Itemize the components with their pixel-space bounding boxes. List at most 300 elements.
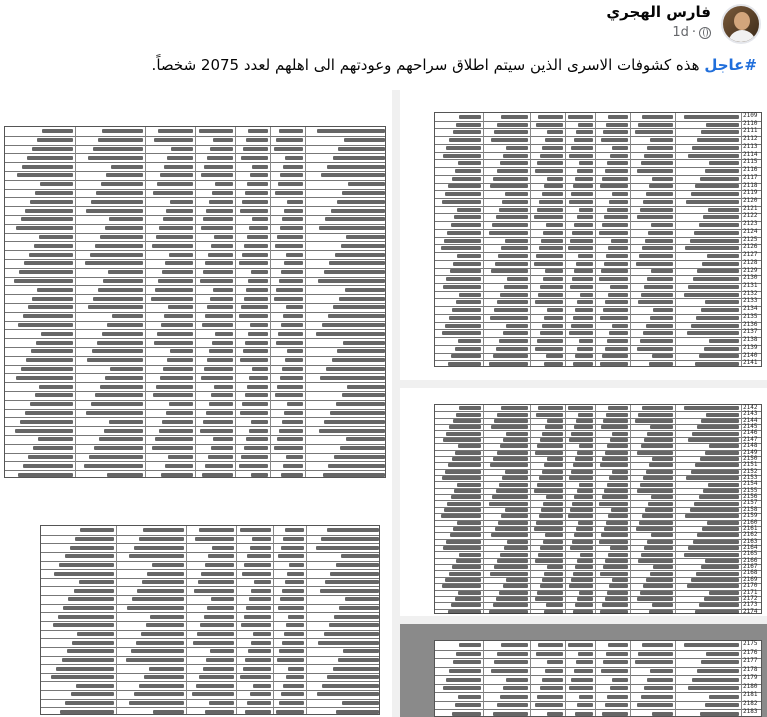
table-cell-text: [105, 226, 144, 230]
table-cell-text: [489, 502, 528, 506]
table-cell-text: [607, 444, 628, 448]
table-cell-text: [709, 161, 739, 165]
table-cell-text: [247, 235, 268, 239]
row-number: 2145: [743, 423, 758, 431]
row-number: 2183: [743, 708, 758, 716]
table-cell-text: [612, 470, 628, 474]
table-cell-text: [690, 508, 740, 512]
table-cell-text: [328, 464, 385, 468]
table-cell-text: [571, 192, 593, 196]
table-cell-text: [707, 254, 739, 258]
table-cell-text: [568, 514, 593, 518]
table-cell-text: [205, 563, 235, 567]
table-cell-text: [198, 580, 235, 584]
table-cell-text: [322, 323, 385, 327]
table-cell-text: [168, 305, 194, 309]
table-cell-text: [695, 610, 739, 614]
table-cell-text: [458, 444, 481, 448]
table-cell-text: [455, 703, 481, 707]
table-cell-text: [158, 279, 193, 283]
table-cell-text: [638, 300, 673, 304]
table-cell-text: [249, 376, 268, 380]
table-cell-text: [701, 660, 739, 664]
table-cell-text: [641, 444, 673, 448]
table-cell-text: [278, 554, 304, 558]
table-cell-text: [577, 489, 594, 493]
author-name[interactable]: فارس الهجري: [606, 3, 711, 21]
row-number: 2141: [743, 359, 758, 367]
table-cell-text: [19, 270, 73, 274]
table-col-line: [675, 113, 676, 366]
table-cell-text: [446, 540, 481, 544]
table-cell-text: [695, 184, 739, 188]
table-cell-text: [86, 209, 143, 213]
row-number: 2140: [743, 351, 758, 359]
table-cell-text: [503, 438, 528, 442]
table-cell-text: [134, 692, 184, 696]
table-cell-text: [333, 667, 380, 671]
table-cell-text: [568, 406, 593, 410]
table-cell-text: [602, 603, 628, 607]
table-cell-text: [276, 288, 303, 292]
table-cell-text: [574, 425, 594, 429]
table-col-line: [741, 641, 742, 716]
table-cell-text: [166, 411, 194, 415]
table-cell-text: [202, 473, 233, 477]
table-row-line: [41, 681, 379, 682]
row-number: 2119: [743, 189, 758, 197]
table-cell-text: [638, 123, 673, 127]
table-cell-text: [653, 565, 673, 569]
table-cell-text: [209, 200, 233, 204]
table-cell-text: [506, 678, 528, 682]
table-cell-text: [98, 288, 143, 292]
table-cell-text: [697, 669, 739, 673]
table-cell-text: [600, 463, 628, 467]
row-number: 2139: [743, 343, 758, 351]
table-row-line: [41, 647, 379, 648]
table-cell-text: [535, 597, 563, 601]
table-cell-text: [332, 358, 385, 362]
table-cell-text: [577, 559, 593, 563]
table-cell-text: [577, 300, 593, 304]
table-row-line: [41, 612, 379, 613]
table-cell-text: [447, 231, 481, 235]
row-number: 2164: [743, 544, 758, 551]
row-number: 2153: [743, 474, 758, 481]
table-cell-text: [244, 615, 271, 619]
table-cell-text: [245, 658, 271, 662]
table-cell-text: [203, 217, 233, 221]
table-cell-text: [445, 192, 481, 196]
table-col-line: [273, 526, 274, 714]
table-cell-text: [642, 406, 674, 410]
table-cell-text: [547, 712, 563, 716]
table-cell-text: [456, 559, 481, 563]
table-cell-text: [499, 339, 528, 343]
table-cell-text: [492, 223, 528, 227]
table-cell-text: [239, 314, 268, 318]
photo-right-top-list[interactable]: [400, 90, 767, 380]
table-cell-text: [243, 147, 268, 151]
table-col-line: [145, 127, 146, 477]
table-cell-text: [276, 710, 304, 714]
table-sheet: [434, 404, 762, 614]
table-cell-text: [450, 269, 481, 273]
row-number: 2142: [743, 404, 758, 411]
table-cell-text: [536, 413, 563, 417]
table-cell-text: [600, 610, 628, 614]
table-cell-text: [31, 349, 73, 353]
table-cell-text: [452, 308, 481, 312]
table-cell-text: [602, 495, 628, 499]
table-cell-text: [342, 191, 385, 195]
table-cell-text: [697, 533, 739, 537]
table-cell-text: [492, 495, 528, 499]
table-cell-text: [448, 610, 481, 614]
table-cell-text: [451, 354, 481, 358]
table-cell-text: [612, 324, 628, 328]
table-cell-text: [205, 314, 233, 318]
table-cell-text: [156, 385, 193, 389]
table-cell-text: [276, 341, 303, 345]
table-cell-text: [285, 156, 303, 160]
table-cell-text: [706, 652, 739, 656]
table-cell-text: [651, 269, 674, 273]
table-cell-text: [650, 425, 673, 429]
table-cell-text: [287, 402, 303, 406]
table-cell-text: [569, 686, 593, 690]
table-cell-text: [155, 288, 194, 292]
table-cell-text: [80, 528, 114, 532]
table-cell-text: [535, 451, 563, 455]
table-cell-text: [96, 191, 143, 195]
author-avatar[interactable]: [721, 4, 761, 44]
table-cell-text: [538, 406, 563, 410]
table-cell-text: [153, 393, 194, 397]
table-cell-text: [97, 341, 143, 345]
table-cell-text: [502, 476, 528, 480]
table-cell-text: [576, 262, 593, 266]
table-cell-text: [635, 660, 673, 664]
table-cell-text: [501, 643, 528, 647]
table-cell-text: [542, 432, 563, 436]
table-cell-text: [611, 239, 628, 243]
table-cell-text: [328, 314, 385, 318]
photo-right-middle-list[interactable]: [400, 388, 767, 616]
table-cell-text: [573, 316, 593, 320]
table-cell-text: [544, 610, 563, 614]
table-cell-text: [242, 253, 268, 257]
table-cell-text: [490, 316, 528, 320]
hashtag-link[interactable]: #عاجل: [704, 56, 757, 74]
table-cell-text: [700, 177, 739, 181]
table-cell-text: [345, 288, 385, 292]
table-cell-text: [170, 349, 193, 353]
table-cell-text: [274, 297, 303, 301]
table-cell-text: [500, 553, 528, 557]
table-row-line: [41, 621, 379, 622]
row-number: 2130: [743, 274, 758, 282]
table-cell-text: [53, 623, 115, 627]
table-cell-text: [167, 156, 193, 160]
table-cell-text: [241, 455, 268, 459]
table-row-line: [41, 604, 379, 605]
table-cell-text: [540, 438, 563, 442]
table-cell-text: [25, 209, 73, 213]
table-cell-text: [143, 528, 184, 532]
table-cell-text: [545, 669, 563, 673]
table-cell-text: [537, 339, 563, 343]
table-cell-text: [579, 483, 593, 487]
table-cell-text: [20, 420, 73, 424]
table-cell-text: [253, 632, 271, 636]
table-cell-text: [699, 223, 739, 227]
table-cell-text: [337, 349, 385, 353]
table-cell-text: [497, 559, 528, 563]
table-cell-text: [603, 565, 628, 569]
row-number: 2180: [743, 682, 758, 690]
table-cell-text: [40, 182, 73, 186]
table-cell-text: [601, 269, 628, 273]
table-cell-text: [575, 565, 593, 569]
table-cell-text: [338, 658, 379, 662]
table-cell-text: [502, 200, 528, 204]
table-cell-text: [207, 358, 233, 362]
table-cell-text: [493, 354, 528, 358]
table-col-line: [675, 405, 676, 613]
table-cell-text: [60, 710, 114, 714]
table-cell-text: [536, 254, 563, 258]
table-cell-text: [457, 254, 481, 258]
table-cell-text: [342, 701, 380, 705]
table-cell-text: [571, 324, 593, 328]
table-cell-text: [540, 154, 563, 158]
table-cell-text: [542, 146, 563, 150]
table-cell-text: [321, 173, 385, 177]
table-cell-text: [652, 712, 673, 716]
table-cell-text: [136, 641, 184, 645]
table-cell-text: [569, 476, 593, 480]
table-cell-text: [601, 425, 628, 429]
table-cell-text: [141, 632, 184, 636]
table-cell-text: [320, 376, 385, 380]
table-cell-text: [608, 246, 628, 250]
table-cell-text: [215, 182, 233, 186]
table-cell-text: [91, 200, 143, 204]
table-cell-text: [286, 455, 303, 459]
table-cell-text: [42, 129, 74, 133]
table-cell-text: [453, 419, 481, 423]
table-cell-text: [276, 138, 303, 142]
row-number: 2137: [743, 328, 758, 336]
table-cell-text: [26, 358, 73, 362]
table-cell-text: [637, 169, 673, 173]
table-cell-text: [644, 438, 673, 442]
table-cell-text: [67, 649, 114, 653]
table-cell-text: [458, 161, 481, 165]
table-cell-text: [493, 177, 528, 181]
table-cell-text: [459, 293, 481, 297]
row-number: 2121: [743, 204, 758, 212]
table-col-line: [530, 405, 531, 613]
table-cell-text: [137, 589, 184, 593]
table-cell-text: [637, 451, 673, 455]
table-cell-text: [649, 610, 673, 614]
table-cell-text: [251, 641, 271, 645]
table-cell-text: [448, 184, 481, 188]
row-number: 2127: [743, 251, 758, 259]
table-cell-text: [602, 223, 628, 227]
table-cell-text: [642, 514, 673, 518]
table-cell-text: [161, 473, 193, 477]
table-cell-text: [503, 686, 528, 690]
table-cell-text: [579, 695, 593, 699]
table-cell-text: [536, 123, 563, 127]
table-cell-text: [691, 192, 739, 196]
table-cell-text: [490, 572, 528, 576]
table-cell-text: [343, 341, 385, 345]
table-cell-text: [343, 649, 379, 653]
table-cell-text: [457, 483, 481, 487]
table-cell-text: [21, 367, 73, 371]
post-time[interactable]: 1d: [672, 25, 689, 40]
table-cell-text: [279, 701, 304, 705]
table-cell-text: [16, 226, 73, 230]
table-cell-text: [647, 540, 673, 544]
table-cell-text: [88, 156, 143, 160]
table-cell-text: [576, 660, 593, 664]
table-cell-text: [251, 589, 271, 593]
row-number: 2170: [743, 582, 758, 590]
table-cell-text: [540, 584, 563, 588]
row-number: 2157: [743, 499, 758, 507]
table-cell-text: [652, 177, 673, 181]
table-cell-text: [604, 527, 629, 531]
table-cell-text: [505, 470, 528, 474]
table-cell-text: [212, 546, 235, 550]
table-cell-text: [153, 191, 193, 195]
table-cell-text: [570, 546, 593, 550]
photo-right-bottom-list[interactable]: [400, 624, 767, 717]
table-cell-text: [576, 130, 593, 134]
table-cell-text: [453, 660, 481, 664]
table-cell-text: [93, 297, 143, 301]
table-col-line: [305, 127, 306, 477]
table-cell-text: [688, 438, 739, 442]
row-number: 2128: [743, 258, 758, 266]
table-cell-text: [537, 695, 563, 699]
table-cell-text: [685, 514, 739, 518]
table-cell-text: [442, 584, 481, 588]
table-cell-text: [289, 563, 304, 567]
table-cell-text: [203, 420, 233, 424]
table-cell-text: [606, 123, 628, 127]
table-cell-text: [280, 226, 303, 230]
table-cell-text: [605, 703, 628, 707]
row-number: 2143: [743, 410, 758, 418]
table-cell-text: [604, 215, 628, 219]
table-cell-text: [452, 712, 481, 716]
table-cell-text: [209, 349, 233, 353]
table-cell-text: [640, 591, 673, 595]
table-cell-text: [442, 331, 481, 335]
table-cell-text: [199, 675, 234, 679]
table-cell-text: [544, 362, 563, 366]
table-cell-text: [573, 362, 593, 366]
photo-left-list[interactable]: [0, 90, 392, 717]
row-number: 2116: [743, 166, 758, 174]
row-number: 2152: [743, 467, 758, 475]
table-cell-text: [346, 235, 385, 239]
table-cell-text: [652, 354, 673, 358]
table-cell-text: [691, 470, 739, 474]
table-cell-text: [341, 244, 385, 248]
table-cell-text: [692, 432, 739, 436]
table-cell-text: [606, 413, 628, 417]
table-cell-text: [573, 610, 593, 614]
table-cell-text: [499, 591, 528, 595]
table-cell-text: [494, 660, 528, 664]
table-cell-text: [94, 446, 143, 450]
table-cell-text: [142, 580, 184, 584]
table-cell-text: [697, 269, 739, 273]
table-cell-text: [200, 279, 233, 283]
table-cell-text: [605, 300, 628, 304]
table-cell-text: [543, 502, 563, 506]
table-cell-text: [577, 703, 593, 707]
table-cell-text: [333, 305, 385, 309]
table-cell-text: [250, 173, 268, 177]
table-cell-text: [547, 130, 563, 134]
table-col-line: [530, 641, 531, 716]
table-cell-text: [93, 147, 143, 151]
row-number: 2151: [743, 461, 758, 469]
table-cell-text: [577, 169, 593, 173]
table-cell-text: [579, 444, 593, 448]
row-number: 2171: [743, 588, 758, 596]
table-cell-text: [699, 354, 739, 358]
table-cell-text: [252, 537, 271, 541]
table-cell-text: [251, 473, 269, 477]
table-cell-text: [451, 495, 481, 499]
table-cell-text: [56, 667, 114, 671]
table-cell-text: [442, 200, 481, 204]
table-cell-text: [323, 473, 385, 477]
table-cell-text: [132, 597, 184, 601]
table-col-line: [116, 526, 117, 714]
table-cell-text: [580, 293, 594, 297]
row-number: 2165: [743, 550, 758, 558]
table-cell-text: [208, 253, 233, 257]
table-cell-text: [244, 297, 269, 301]
avatar-face: [734, 12, 750, 30]
table-cell-text: [610, 546, 628, 550]
table-cell-text: [545, 533, 563, 537]
table-cell-text: [126, 658, 184, 662]
table-cell-text: [203, 667, 235, 671]
table-cell-text: [699, 603, 739, 607]
table-cell-text: [572, 231, 593, 235]
table-cell-text: [578, 413, 593, 417]
table-cell-text: [152, 446, 194, 450]
table-cell-text: [543, 231, 563, 235]
table-cell-text: [542, 578, 563, 582]
table-cell-text: [38, 437, 73, 441]
table-cell-text: [574, 669, 594, 673]
table-cell-text: [605, 169, 628, 173]
table-cell-text: [609, 331, 628, 335]
